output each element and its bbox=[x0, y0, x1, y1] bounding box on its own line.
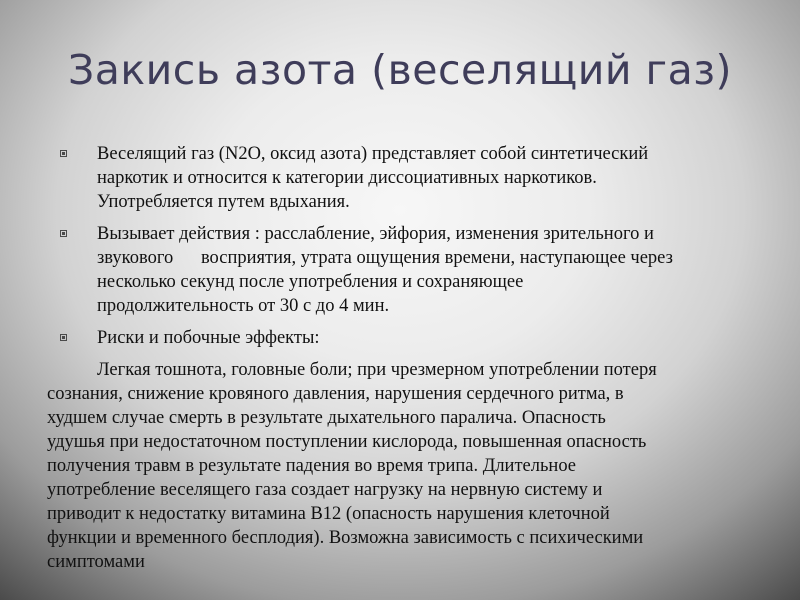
text-line: звукового восприятия, утрата ощущения времени, наступающее через bbox=[97, 248, 673, 268]
square-bullet-icon bbox=[60, 334, 67, 341]
bullet-item-risks bbox=[60, 326, 770, 350]
text-line: наркотик и относится к категории диссоциативных наркотиков. bbox=[97, 168, 597, 188]
bullet-item-nitrous-oxide-definition bbox=[60, 142, 770, 214]
text-line: Употребляется путем вдыхания. bbox=[97, 192, 350, 212]
text-line: продолжительность от 30 с до 4 мин. bbox=[97, 296, 390, 316]
risks-description-paragraph bbox=[47, 358, 732, 574]
text-line: худшем случае смерть в результате дыхательного паралича. Опасность bbox=[47, 408, 606, 428]
text-line: сознания, снижение кровяного давления, нарушения сердечного ритма, в bbox=[47, 384, 624, 404]
text-line: Риски и побочные эффекты: bbox=[97, 328, 320, 348]
square-bullet-icon bbox=[60, 150, 67, 157]
text-line: удушья при недостаточном поступлении кислорода, повышенная опасность bbox=[47, 432, 647, 452]
slide-title: Закись азота (веселящий газ) bbox=[67, 46, 733, 94]
text-line: симптомами bbox=[47, 552, 145, 572]
text-line: Веселящий газ (N2O, оксид азота) представляет собой синтетический bbox=[97, 144, 649, 164]
text-line: несколько секунд после употребления и сохраняющее bbox=[97, 272, 524, 292]
slide-body bbox=[47, 142, 770, 574]
text-line: употребление веселящего газа создает нагрузку на нервную систему и bbox=[47, 480, 603, 500]
bullet-item-effects bbox=[60, 222, 770, 318]
text-line: функции и временного бесплодия). Возможна зависимость с психическими bbox=[47, 528, 644, 548]
square-bullet-icon bbox=[60, 230, 67, 237]
text-line: Легкая тошнота, головные боли; при чрезмерном употреблении потеря bbox=[97, 360, 657, 380]
text-line: Вызывает действия : расслабление, эйфория, изменения зрительного и bbox=[97, 224, 654, 244]
text-line: приводит к недостатку витамина B12 (опасность нарушения клеточной bbox=[47, 504, 610, 524]
text-line: получения травм в результате падения во время трипа. Длительное bbox=[47, 456, 577, 476]
